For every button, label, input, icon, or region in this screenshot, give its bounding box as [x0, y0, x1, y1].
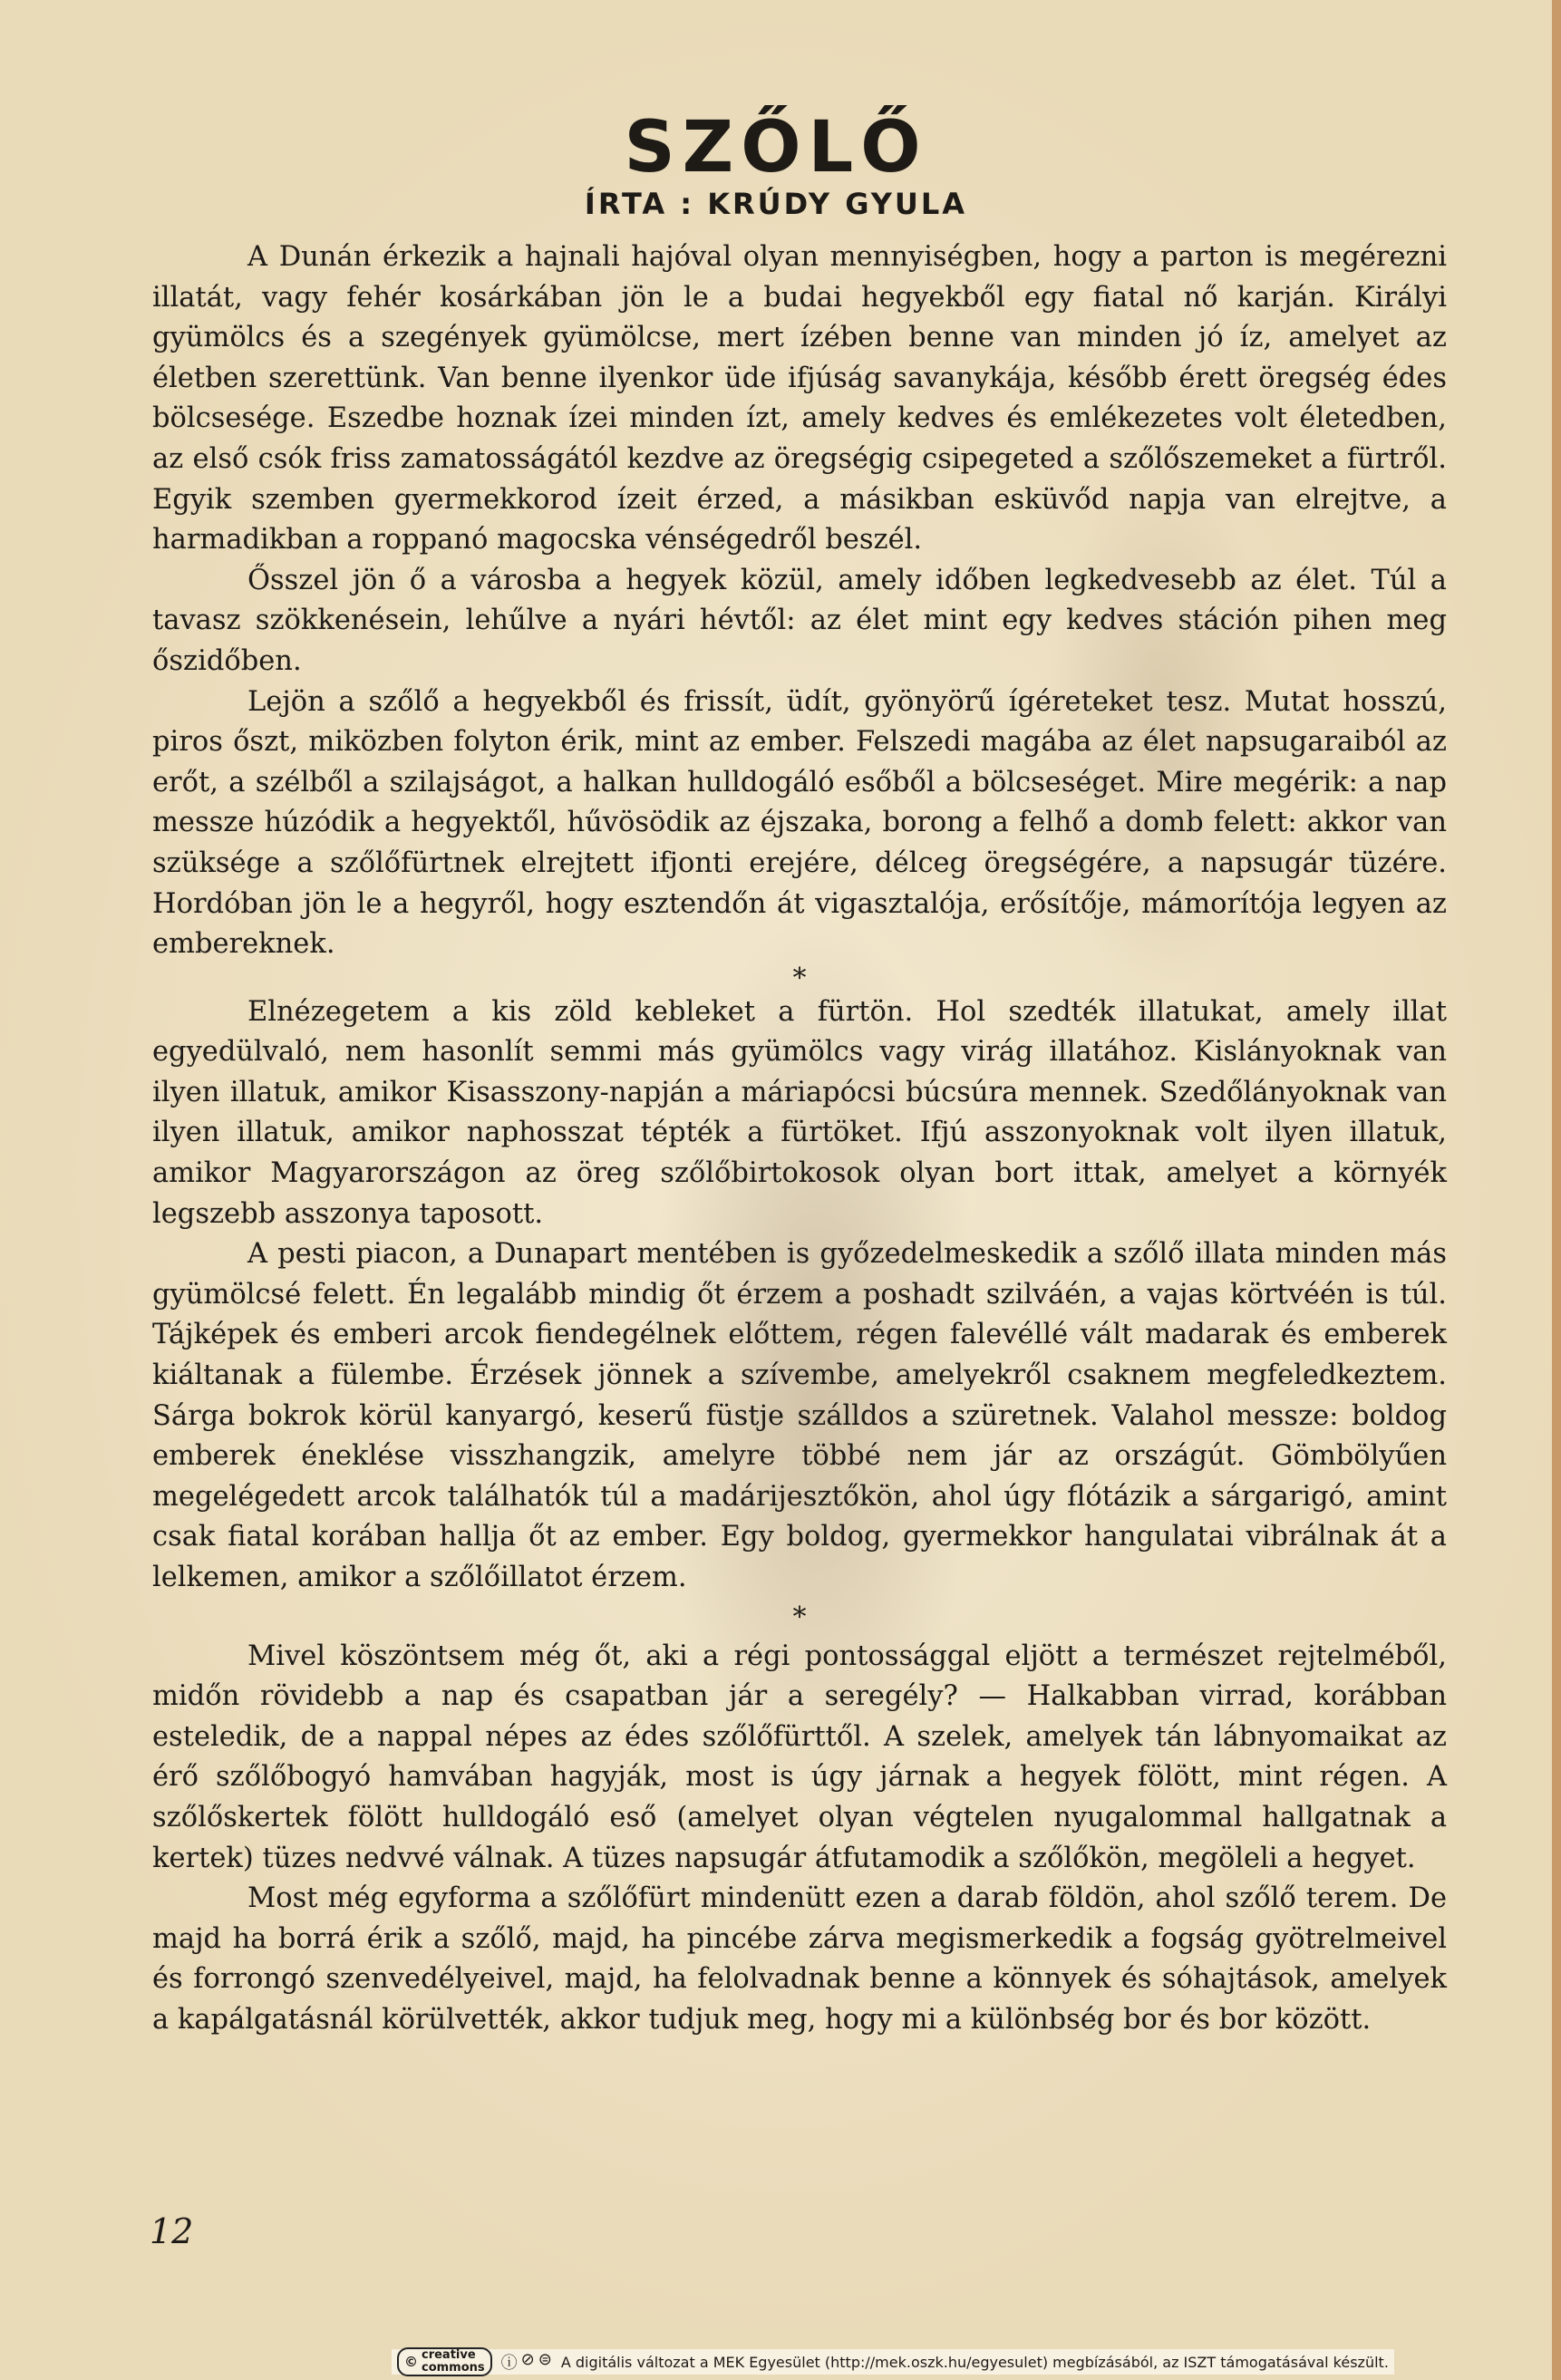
- paragraph: Mivel köszöntsem még őt, aki a régi pontossággal eljött a természet rejtelméből, midőn rövidebb a nap és csapatban jár a seregély? — Halkabban virrad, korábban esteledik, de a nappal népes az édes szőlőfürttől. A szelek, amelyek tán lábnyomaikat az érő szőlőbogyó hamvában hagyják, most is úgy járnak a hegyek fölött, mint régen. A szőlőskertek fölött hulldogáló eső (amelyet olyan végtelen nyugalommal hallgatnak a kertek) tüzes nedvvé válnak. A tüzes napsugár átfutamodik a szőlőkön, megöleli a hegyet.: [152, 1640, 1447, 1874]
- paragraph: A Dunán érkezik a hajnali hajóval olyan mennyiségben, hogy a parton is megérezni illatát, vagy fehér kosárkában jön le a budai hegyekből egy fiatal nő karján. Királyi gyümölcs és a szegények gyümölcse, mert ízében benne van minden jó íz, amelyet az életben szerettünk. Van benne ilyenkor üde ifjúság savanykája, később érett öregség édes bölcsesége. Eszedbe hoznak ízei minden ízt, amely kedves és emlékezetes volt életedben, az első csók friss zamatosságától kezdve az öregségig csipegeted a szőlőszemeket a fürtről. Egyik szemben gyermekkorod ízeit érzed, a másikban esküvőd napja van elrejtve, a harmadikban a roppanó magocska vénségedről beszél.: [152, 241, 1447, 556]
- paragraph: Most még egyforma a szőlőfürt mindenütt ezen a darab földön, ahol szőlő terem. De majd ha borrá érik a szőlő, majd, ha pincébe zárva megismerkedik a fogság gyötrelmeivel és forrongó szenvedélyeivel, majd, ha felolvadnak benne a könnyek és sóhajtások, amelyek a kapálgatásnál körülvették, akkor tudjuk meg, hogy mi a különbség bor és bor között.: [152, 1882, 1447, 2036]
- page-number: 12: [150, 2211, 194, 2251]
- paragraph: Lejön a szőlő a hegyekből és frissít, üdít, gyönyörű ígéreteket tesz. Mutat hosszú, piros őszt, miközben folyton érik, mint az ember. Felszedi magába az élet napsugaraiból az erőt, a szélből a szilajságot, a halkan hulldogáló esőből a bölcseséget. Mire megérik: a nap messze húzódik a hegyektől, hűvösödik az éjszaka, borong a felhő a domb felett: akkor van szüksége a szőlőfürtnek elrejtett ifjonti erejére, délceg öregségére, a napsugár tüzére. Hordóban jön le a hegyről, hogy esztendőn át vigasztalója, erősítője, mámorítója legyen az embereknek.: [152, 685, 1447, 961]
- section-separator: *: [792, 962, 807, 994]
- license-footer: [392, 2349, 1394, 2375]
- creative-commons-logo-icon: © creative commons: [397, 2347, 492, 2376]
- author-byline: ÍRTA : KRÚDY GYULA: [584, 187, 968, 221]
- noncommercial-icon: ⊘: [520, 2350, 535, 2369]
- cc-logo-bottom: commons: [422, 2361, 485, 2375]
- license-icons: [501, 2350, 552, 2374]
- paragraph: A pesti piacon, a Dunapart mentében is győzedelmeskedik a szőlő illata minden más gyümölcsé felett. Én legalább mindig őt érzem a poshadt szilváén, a vajas körtvéén is túl. Tájképek és emberi arcok fiendegélnek előttem, régen falevéllé vált madarak és emberek kiáltanak a fülembe. Érzések jönnek a szívembe, amelyekről csaknem megfeledkeztem. Sárga bokrok körül kanyargó, keserű füstje szálldos a szüretnek. Valahol messze: boldog emberek éneklése visszhangzik, amelyre többé nem jár az országút. Gömbölyűen megelégedett arcok találhatók túl a madárijesztőkön, ahol úgy flótázik a sárgarigó, amint csak fiatal korában hallja őt az ember. Egy boldog, gyermekkor hangulatai vibrálnak át a lelkemen, amikor a szőlőillatot érzem.: [152, 1238, 1447, 1593]
- attribution-icon: ⓘ: [500, 2354, 518, 2373]
- paragraph: Elnézegetem a kis zöld kebleket a fürtön. Hol szedték illatukat, amely illat egyedülvaló, nem hasonlít semmi más gyümölcs vagy virág illatához. Kislányoknak van ilyen illatuk, amikor Kisasszony-napján a máriapócsi búcsúra mennek. Szedőlányoknak van ilyen illatuk, amikor naphosszat tépték a fürtöket. Ifjú asszonyoknak volt ilyen illatuk, amikor Magyarországon az öreg szőlőbirtokosok olyan bort ittak, amelyet a környék legszebb asszonya taposott.: [152, 995, 1447, 1230]
- article-body: [152, 237, 1447, 2041]
- page-title: SZŐLŐ: [624, 107, 928, 189]
- paragraph: Ősszel jön ő a városba a hegyek közül, amely időben legkedvesebb az élet. Túl a tavasz szökkenésein, lehűlve a nyári hévtől: az élet mint egy kedves stáción pihen meg őszidőben.: [152, 564, 1447, 677]
- section-separator: *: [792, 1601, 807, 1633]
- noderivatives-icon: ⊜: [538, 2350, 552, 2369]
- cc-logo-top: creative: [422, 2348, 476, 2362]
- footer-credit: A digitális változat a MEK Egyesület (http://mek.oszk.hu/egyesulet) megbízásából, az ISZT támogatásával készült.: [560, 2353, 1389, 2371]
